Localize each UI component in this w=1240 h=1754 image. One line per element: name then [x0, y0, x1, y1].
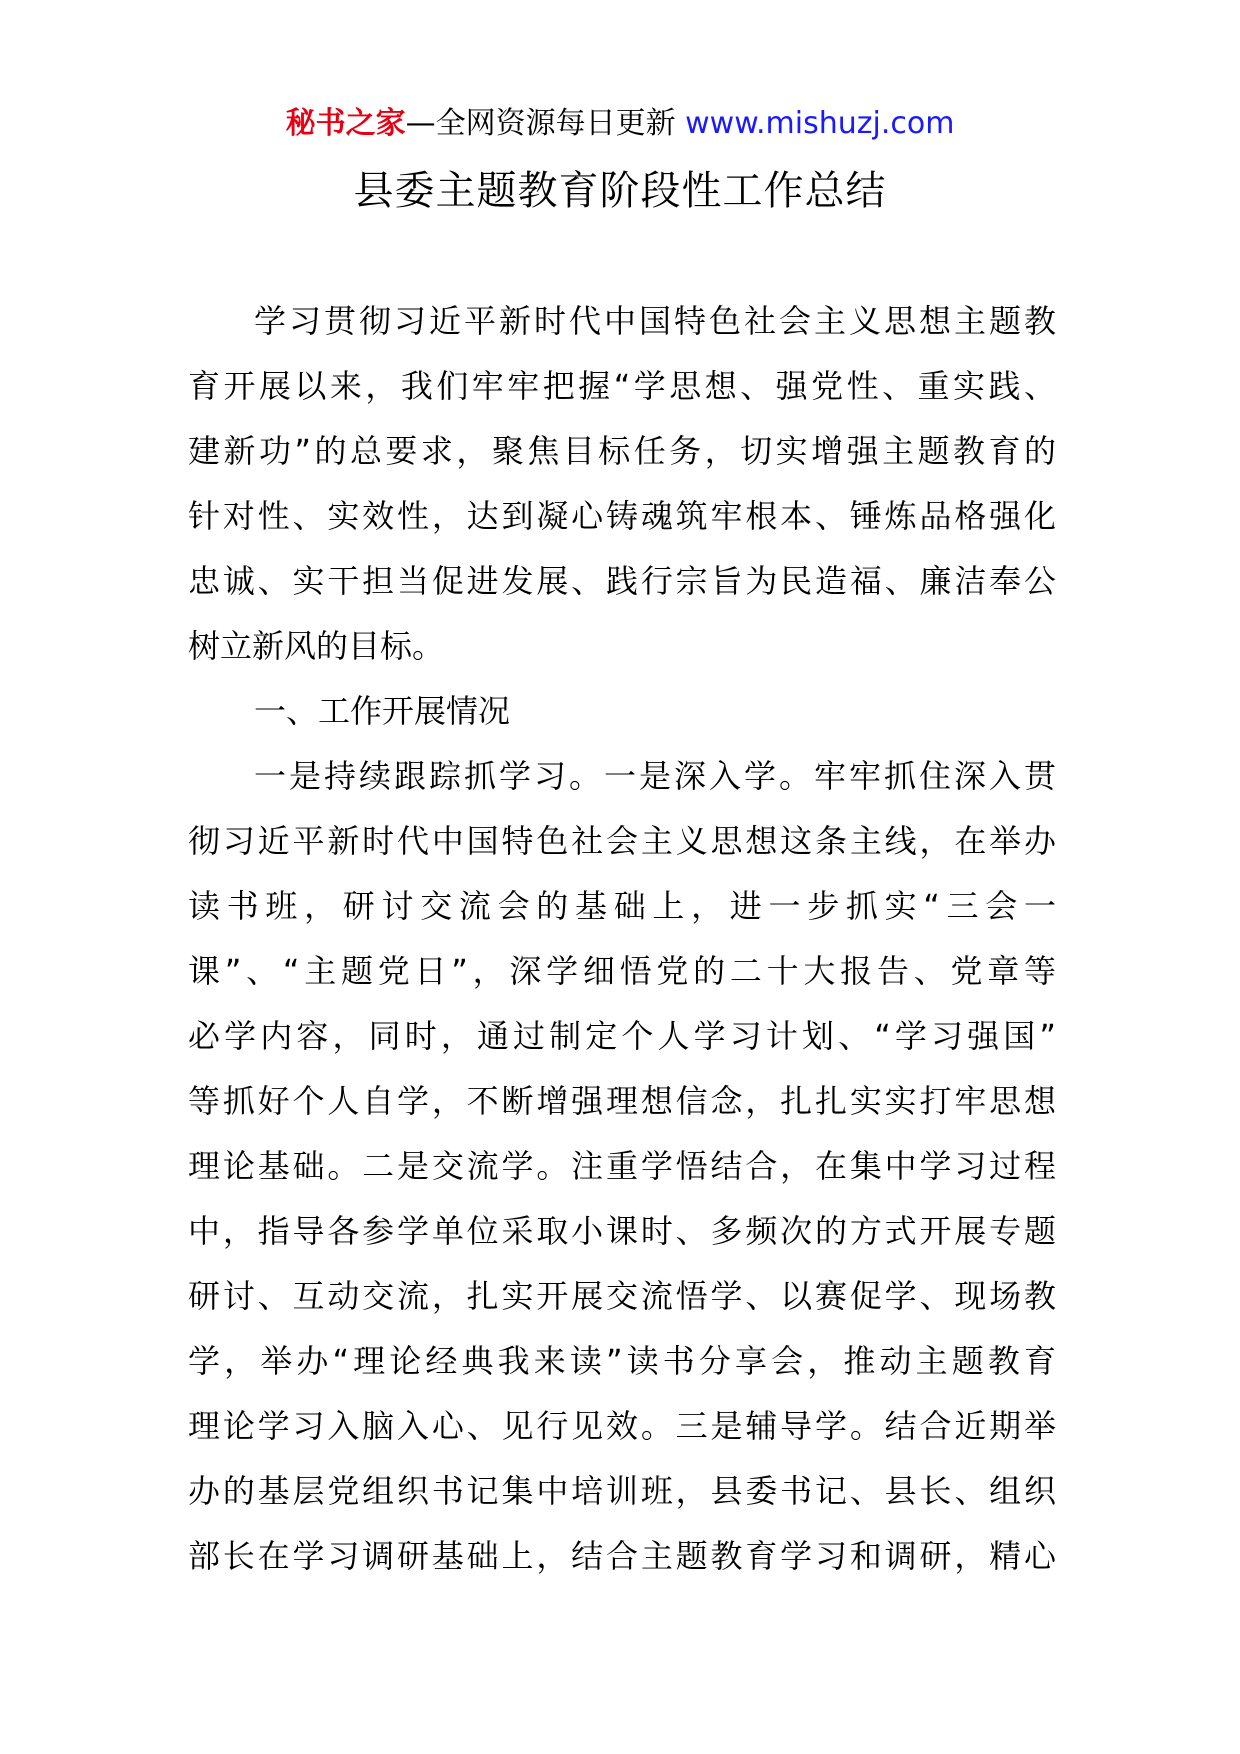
document-title: 县委主题教育阶段性工作总结: [353, 168, 887, 214]
paragraph-line: 研讨、互动交流，扎实开展交流悟学、以赛促学、现场教: [188, 1277, 1056, 1315]
site-brand: 秘书之家: [285, 106, 406, 141]
site-header: [0, 104, 1240, 144]
paragraph-line: 读书班，研讨交流会的基础上，进一步抓实“三会一: [188, 887, 1056, 925]
paragraph-line: 理论基础。二是交流学。注重学悟结合，在集中学习过程: [188, 1147, 1056, 1185]
paragraph-line: 育开展以来，我们牢牢把握“学思想、强党性、重实践、: [188, 367, 1056, 405]
section-heading: 一、工作开展情况: [254, 692, 511, 730]
paragraph-line: 学，举办“理论经典我来读”读书分享会，推动主题教育: [188, 1342, 1056, 1380]
paragraph-line: 针对性、实效性，达到凝心铸魂筑牢根本、锤炼品格强化: [188, 497, 1056, 535]
paragraph-line: 彻习近平新时代中国特色社会主义思想这条主线，在举办: [188, 822, 1056, 860]
site-url-link[interactable]: www.mishuzj.com: [685, 106, 955, 141]
paragraph-line: 一是持续跟踪抓学习。一是深入学。牢牢抓住深入贯: [254, 757, 1056, 795]
paragraph-line: 课”、“主题党日”，深学细悟党的二十大报告、党章等: [188, 952, 1056, 990]
paragraph-line: 必学内容，同时，通过制定个人学习计划、“学习强国”: [188, 1017, 1056, 1055]
paragraph-line: 学习贯彻习近平新时代中国特色社会主义思想主题教: [254, 302, 1056, 340]
document-body: [188, 289, 1056, 1589]
paragraph-line: 树立新风的目标。: [188, 627, 445, 665]
site-tagline: —全网资源每日更新: [405, 106, 676, 141]
paragraph-line: 部长在学习调研基础上，结合主题教育学习和调研，精心: [188, 1537, 1056, 1575]
paragraph-line: 等抓好个人自学，不断增强理想信念，扎扎实实打牢思想: [188, 1082, 1056, 1120]
paragraph-line: 理论学习入脑入心、见行见效。三是辅导学。结合近期举: [188, 1407, 1056, 1445]
paragraph-line: 建新功”的总要求，聚焦目标任务，切实增强主题教育的: [188, 432, 1056, 470]
paragraph-line: 办的基层党组织书记集中培训班，县委书记、县长、组织: [188, 1472, 1056, 1510]
paragraph-line: 忠诚、实干担当促进发展、践行宗旨为民造福、廉洁奉公: [188, 562, 1056, 600]
paragraph-line: 中，指导各参学单位采取小课时、多频次的方式开展专题: [188, 1212, 1056, 1250]
